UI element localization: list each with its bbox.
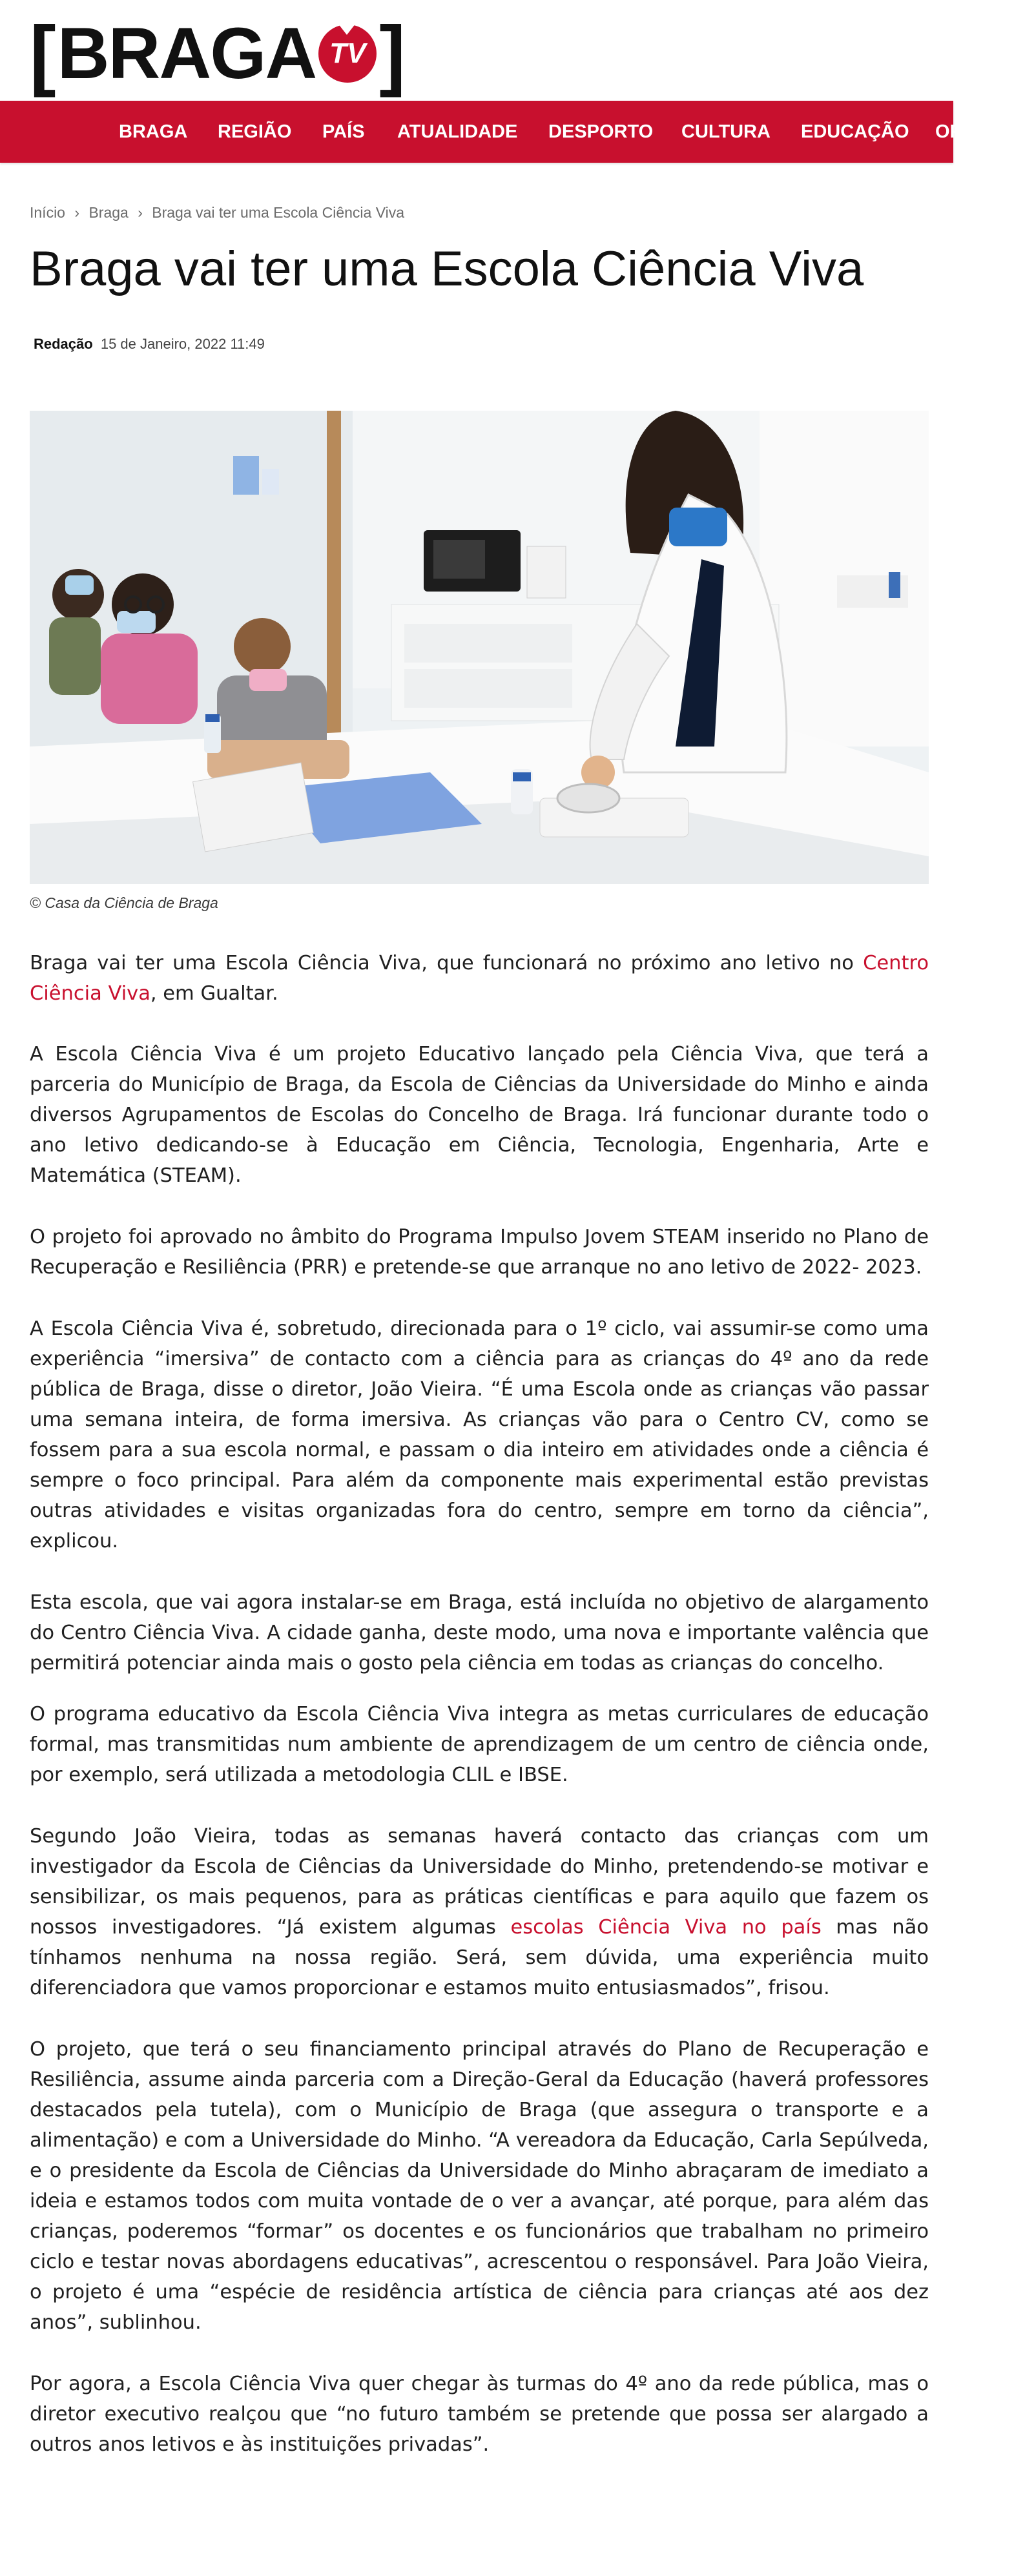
article-meta — [34, 336, 265, 353]
breadcrumb — [30, 204, 404, 222]
article-paragraph: O programa educativo da Escola Ciência Viva integra as metas curriculares de educação formal, mas transmitidas num ambiente de aprendizagem de um centro de ciência onde, por exemplo, será utilizada a metodologia CLIL e IBSE. — [30, 1703, 929, 1786]
article-date: 15 de Janeiro, 2022 11:49 — [100, 336, 265, 352]
image-caption: © Casa da Ciência de Braga — [30, 894, 218, 911]
article-title: Braga vai ter uma Escola Ciência Viva — [30, 242, 864, 296]
article-paragraph — [30, 948, 929, 1009]
article-paragraph — [30, 1821, 929, 2003]
breadcrumb-separator: › — [138, 204, 143, 221]
article-paragraph: A Escola Ciência Viva é um projeto Educativo lançado pela Ciência Viva, que terá a parceria do Município de Braga, da Escola de Ciências da Universidade do Minho e ainda diversos Agrupamentos de Escolas do Concelho de Braga. Irá funcionar durante todo o ano letivo dedicando-se à Educação em Ciência, Tecnologia, Engenharia, Arte e Matemática (STEAM). — [30, 1043, 929, 1187]
article-paragraph: O projeto, que terá o seu financiamento principal através do Plano de Recuperação e Resiliência, assume ainda parceria com a Direção-Geral da Educação (haverá professores destacados pela tutela), com o Município de Braga (que assegura o transporte e a alimentação) e com a Universidade do Minho. “A vereadora da Educação, Carla Sepúlveda, e o presidente da Escola de Ciências da Universidade do Minho abraçaram de imediato a ideia e estamos todos com muita vontade de o ver a avançar, até porque, para além das crianças, poderemos “formar” os docentes e os funcionários que trabalham no primeiro ciclo e testar novas abordagens educativas”, acrescentou o responsável. Para João Vieira, o projeto é uma “espécie de residência artística de ciência para crianças até aos dez anos”, sublinhou. — [30, 2038, 929, 2334]
article-paragraph: O projeto foi aprovado no âmbito do Programa Impulso Jovem STEAM inserido no Plano de Recuperação e Resiliência (PRR) e pretende-se que arranque no ano letivo de 2022- 2023. — [30, 1226, 929, 1279]
site-header — [0, 0, 953, 101]
nav-item-educacao[interactable]: EDUCAÇÃO — [801, 121, 909, 142]
article-paragraph: Esta escola, que vai agora instalar-se em Braga, está incluída no objetivo de alargamento do Centro Ciência Viva. A cidade ganha, deste modo, uma nova e importante valência que permitirá potenciar ainda mais o gosto pela ciência em todas as crianças do concelho. — [30, 1591, 929, 1674]
logo-tv-badge: TV — [318, 25, 377, 83]
lab-scene-illustration — [30, 411, 929, 884]
paragraph-text: Braga vai ter uma Escola Ciência Viva, que funcionará no próximo ano letivo no — [30, 952, 864, 974]
breadcrumb-separator: › — [74, 204, 80, 221]
nav-item-braga[interactable]: BRAGA — [119, 121, 188, 142]
breadcrumb-section[interactable]: Braga — [88, 204, 129, 221]
link-centro-ciencia-viva[interactable]: Centro Ciência Viva — [30, 952, 929, 1005]
paragraph-text: Segundo João Vieira, todas as semanas haverá contacto das crianças com um investigador da Escola de Ciências da Universidade do Minho, pretendendo-se motivar e sensibilizar, os mais pequenos, para as práticas científicas e para aquilo que fazem os nossos investigadores. “Já existem algumas — [30, 1825, 929, 1939]
article-author[interactable]: Redação — [34, 336, 93, 352]
article-paragraph: A Escola Ciência Viva é, sobretudo, direcionada para o 1º ciclo, vai assumir-se como uma experiência “imersiva” de contacto com a ciência para as crianças do 4º ano da rede pública de Braga, disse o diretor, João Vieira. “É uma Escola onde as crianças vão passar uma semana inteira, de forma imersiva. As crianças vão para o Centro CV, como se fossem para a sua escola normal, e passam o dia inteiro em atividades onde a ciência é sempre o foco principal. Para além da componente mais experimental estão previstas outras atividades e visitas organizadas fora do centro, sempre em torno da ciência”, explicou. — [30, 1317, 929, 1552]
breadcrumb-home[interactable]: Início — [30, 204, 65, 221]
nav-item-pais[interactable]: PAÍS — [322, 121, 365, 142]
nav-item-atualidade[interactable]: ATUALIDADE — [397, 121, 518, 142]
link-escolas-ciencia-viva[interactable]: escolas Ciência Viva no país — [510, 1916, 822, 1939]
nav-item-cultura[interactable]: CULTURA — [681, 121, 771, 142]
site-logo[interactable] — [30, 10, 406, 98]
article-paragraph: Por agora, a Escola Ciência Viva quer chegar às turmas do 4º ano da rede pública, mas o diretor executivo realçou que “no futuro também se pretende que possa ser alargado a outros anos letivos e às instituições privadas”. — [30, 2373, 929, 2456]
article-featured-image — [30, 411, 929, 884]
logo-bracket-right: ] — [379, 10, 406, 98]
nav-item-opiniao[interactable]: OPINIÃO — [935, 121, 1014, 142]
main-nav — [0, 101, 1014, 163]
nav-item-regiao[interactable]: REGIÃO — [218, 121, 292, 142]
paragraph-text: , em Gualtar. — [150, 982, 278, 1005]
paragraph-text: mas não tínhamos nenhuma na nossa região. Será, sem dúvida, uma experiência muito diferenciadora que vamos proporcionar e estamos muito entusiasmados”, frisou. — [30, 1916, 929, 1999]
logo-wordmark: BRAGA — [57, 13, 316, 94]
article-body — [30, 948, 929, 2460]
logo-bracket-left: [ — [30, 10, 56, 98]
nav-item-desporto[interactable]: DESPORTO — [548, 121, 654, 142]
breadcrumb-current: Braga vai ter uma Escola Ciência Viva — [152, 204, 405, 221]
